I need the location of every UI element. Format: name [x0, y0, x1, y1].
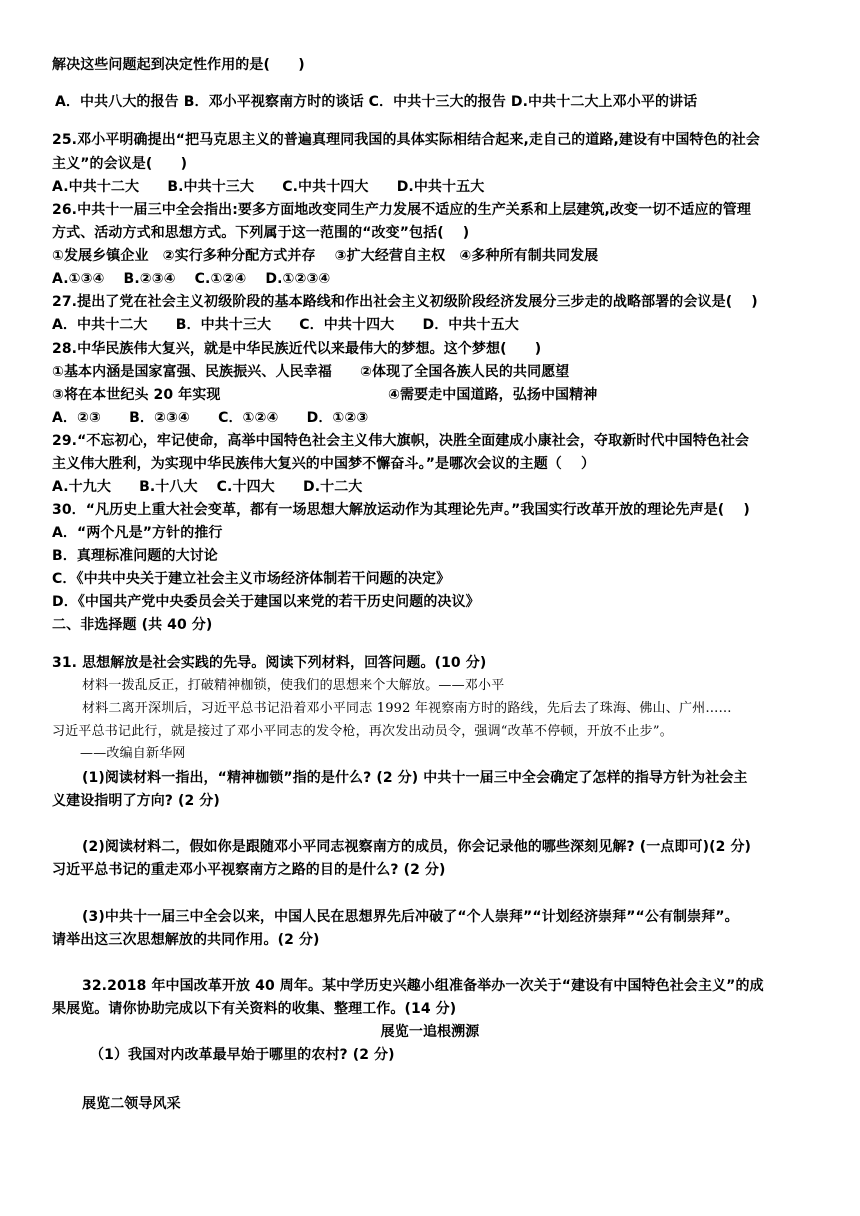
q30-option-d: D．《中国共产党中央委员会关于建国以来党的若干历史问题的决议》	[52, 594, 480, 610]
q30-option-c: C．《中共中央关于建立社会主义市场经济体制若干问题的决定》	[52, 571, 451, 587]
q24-stem-tail: 解决这些问题起到决定性作用的是( )	[52, 57, 305, 73]
q28-item-4: ④需要走中国道路，弘扬中国精神	[388, 387, 598, 403]
q28-item-3: ③将在本世纪头 20 年实现	[52, 387, 221, 403]
q32-stem-line2: 果展览。请你协助完成以下有关资料的收集、整理工作。(14 分)	[52, 1001, 457, 1017]
q28-stem: 28.中华民族伟大复兴，就是中华民族近代以来最伟大的梦想。这个梦想( )	[52, 341, 542, 357]
q26-items: ①发展乡镇企业 ②实行多种分配方式并存 ③扩大经营自主权 ④多种所有制共同发展	[52, 248, 599, 264]
q31-sub3-line2: 请举出这三次思想解放的共同作用。(2 分)	[52, 932, 320, 948]
q31-sub2-line2: 习近平总书记的重走邓小平视察南方之路的目的是什么? (2 分)	[52, 862, 446, 878]
q30-option-a: A．“两个凡是”方针的推行	[52, 525, 223, 541]
q32-exhibit-1-heading: 展览一追根溯源	[380, 1024, 480, 1040]
q26-stem-line2: 方式、活动方式和思想方式。下列属于这一范围的“改变”包括( )	[52, 225, 470, 241]
q30-option-b: B．真理标准问题的大讨论	[52, 548, 218, 564]
q32-exhibit-2-heading: 展览二领导风采	[82, 1096, 181, 1112]
q32-sub1: （1）我国对内改革最早始于哪里的农村? (2 分)	[90, 1047, 395, 1063]
q31-sub3-line1: (3)中共十一届三中全会以来，中国人民在思想界先后冲破了“个人崇拜”“计划经济崇拜”“公有制崇拜”。	[82, 909, 739, 925]
q31-material-source: ——改编自新华网	[80, 746, 186, 761]
section-heading-non-choice: 二、非选择题 (共 40 分)	[52, 617, 213, 633]
q27-stem: 27.提出了党在社会主义初级阶段的基本路线和作出社会主义初级阶段经济发展分三步走的战略部署的会议是( )	[52, 294, 758, 310]
q25-options: A.中共十二大 B.中共十三大 C.中共十四大 D.中共十五大	[52, 179, 485, 195]
q31-material-1: 材料一拨乱反正，打破精神枷锁，使我们的思想来个大解放。——邓小平	[82, 678, 505, 693]
q27-options: A．中共十二大 B．中共十三大 C．中共十四大 D．中共十五大	[52, 317, 519, 333]
q28-options: A．②③ B．②③④ C．①②④ D．①②③	[52, 410, 369, 426]
q24-options: A．中共八大的报告 B．邓小平视察南方时的谈话 C．中共十三大的报告 D.中共十二大上邓小平的讲话	[55, 94, 698, 110]
q29-options: A.十九大 B.十八大 C.十四大 D.十二大	[52, 479, 363, 495]
q29-stem-line1: 29.“不忘初心，牢记使命，高举中国特色社会主义伟大旗帜，决胜全面建成小康社会，夺取新时代中国特色社会	[52, 433, 750, 449]
q31-material-2-line2: 习近平总书记此行，就是接过了邓小平同志的发令枪，再次发出动员令，强调“改革不停顿，开放不止步”。	[52, 724, 673, 739]
q30-stem: 30．“凡历史上重大社会变革，都有一场思想大解放运动作为其理论先声。”我国实行改革开放的理论先声是( )	[52, 502, 750, 518]
q26-options: A.①③④ B.②③④ C.①②④ D.①②③④	[52, 271, 331, 287]
q25-stem-line2: 主义”的会议是( )	[52, 156, 188, 172]
q28-items-1-2: ①基本内涵是国家富强、民族振兴、人民幸福 ②体现了全国各族人民的共同愿望	[52, 364, 570, 380]
q31-material-2-line1: 材料二离开深圳后，习近平总书记沿着邓小平同志 1992 年视察南方时的路线，先后去了珠海、佛山、广州……	[82, 701, 732, 716]
q31-sub2-line1: (2)阅读材料二，假如你是跟随邓小平同志视察南方的成员，你会记录他的哪些深刻见解? (一点即可)(2 分)	[82, 839, 752, 855]
q32-stem-line1: 32.2018 年中国改革开放 40 周年。某中学历史兴趣小组准备举办一次关于“建设有中国特色社会主义”的成	[82, 978, 764, 994]
q29-stem-line2: 主义伟大胜利，为实现中华民族伟大复兴的中国梦不懈奋斗。”是哪次会议的主题（ ）	[52, 456, 596, 472]
q26-stem-line1: 26.中共十一届三中全会指出:要多方面地改变同生产力发展不适应的生产关系和上层建筑,改变一切不适应的管理	[52, 202, 751, 218]
q25-stem-line1: 25.邓小平明确提出“把马克思主义的普遍真理同我国的具体实际相结合起来,走自己的道路,建设有中国特色的社会	[52, 132, 760, 148]
q31-sub1-line1: (1)阅读材料一指出，“精神枷锁”指的是什么? (2 分) 中共十一届三中全会确定了怎样的指导方针为社会主	[82, 770, 748, 786]
q31-stem: 31. 思想解放是社会实践的先导。阅读下列材料，回答问题。(10 分)	[52, 655, 487, 671]
q31-sub1-line2: 义建设指明了方向? (2 分)	[52, 793, 220, 809]
